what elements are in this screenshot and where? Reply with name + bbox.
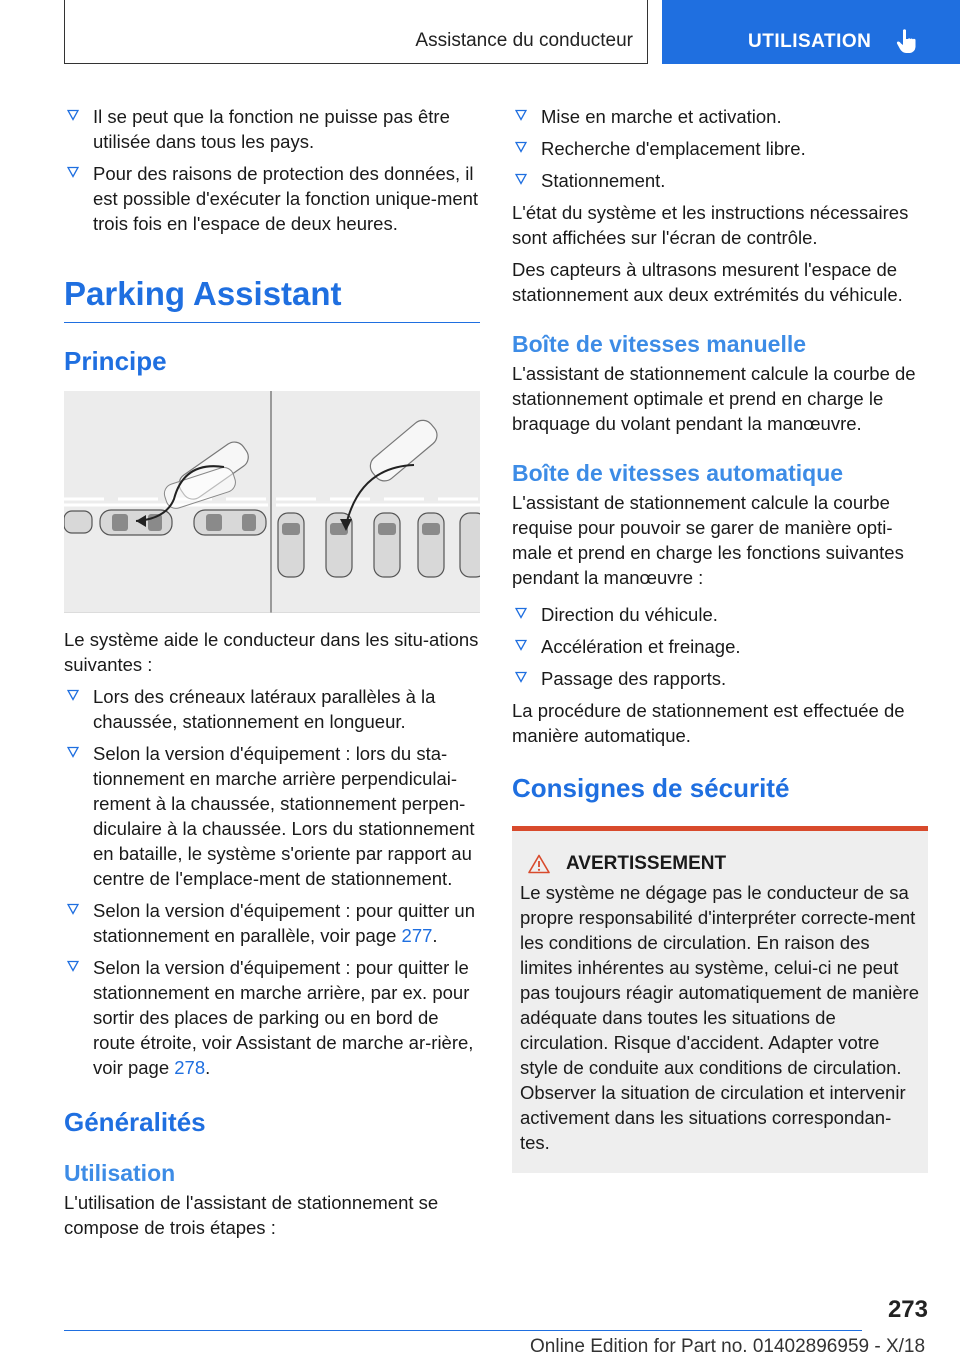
- list-item-text: Mise en marche et activation.: [541, 106, 782, 127]
- page-link-277[interactable]: 277: [401, 925, 433, 946]
- bullet-triangle-icon: [515, 671, 527, 683]
- subheading-auto-gearbox: Boîte de vitesses automatique: [512, 460, 844, 486]
- list-item-text: Recherche d'emplacement libre.: [541, 138, 806, 159]
- bullet-triangle-icon: [67, 166, 79, 178]
- page-link-278[interactable]: 278: [174, 1057, 206, 1078]
- principe-text: Le système aide le conducteur dans les situ-ations suivantes :: [64, 629, 479, 675]
- header-chapter-tab[interactable]: [662, 0, 960, 64]
- warning-header: [520, 851, 920, 876]
- parking-diagram: [64, 391, 480, 613]
- section-heading-principe: Principe: [64, 346, 167, 376]
- subheading-manual-gearbox: Boîte de vitesses manuelle: [512, 331, 807, 357]
- list-item: [512, 104, 928, 129]
- bullet-triangle-icon: [67, 746, 79, 758]
- section-heading-safety: Consignes de sécurité: [512, 773, 790, 803]
- right-column: [512, 104, 928, 1173]
- list-item-text: Selon la version d'équipement : lors du sta-tionnement en marche arrière perpendiculai-rement à la chaussée, stationnement perpen-diculaire à la chaussée. Lors du stationnement en bataille, le système s'oriente par rapport au centre de l'emplace-ment de stationnement.: [93, 743, 475, 889]
- list-item: [64, 898, 480, 948]
- list-item-text: Selon la version d'équipement : pour quitter le stationnement en marche arrière, par ex. pour sortir des places de parking ou en bord de route étroite, voir Assistant de marche ar-rière, voir page: [93, 957, 474, 1078]
- bullet-triangle-icon: [515, 607, 527, 619]
- warning-text: Le système ne dégage pas le conducteur de sa propre responsabilité d'interpréter correcte-ment les conditions de circulation. En raison des limites inhérentes au système, celui-ci ne peut pas toujours réagir automatiquement de manière adéquate dans toutes les situations de circulation. Risque d'accident. Adapter votre style de conduite aux conditions de circulation. Observer la situation de circulation et intervenir activement dans les situations correspondan-tes.: [520, 882, 920, 1153]
- list-item-text: Pour des raisons de protection des données, il est possible d'exécuter la fonction unique-ment trois fois en l'espace de deux heures.: [93, 163, 479, 234]
- bullet-triangle-icon: [515, 141, 527, 153]
- list-item-text: Lors des créneaux latéraux parallèles à la chaussée, stationnement en longueur.: [93, 686, 436, 732]
- bullet-triangle-icon: [67, 960, 79, 972]
- footer-divider: [64, 1330, 862, 1331]
- footer-edition: Online Edition for Part no. 01402896959 - X/18: [530, 1336, 926, 1357]
- list-item: [512, 634, 928, 659]
- list-item: [512, 168, 928, 193]
- subheading-utilisation: Utilisation: [64, 1160, 176, 1186]
- list-item-text: Accélération et freinage.: [541, 636, 741, 657]
- header-section-title: Assistance du conducteur: [415, 30, 633, 51]
- page-title: Parking Assistant: [64, 274, 480, 323]
- list-item: [64, 684, 480, 734]
- warning-box: [512, 826, 928, 1173]
- header-section-box: [64, 0, 648, 64]
- bullet-triangle-icon: [515, 109, 527, 121]
- bullet-triangle-icon: [515, 173, 527, 185]
- warning-triangle-icon: [528, 854, 550, 874]
- list-item: [64, 161, 480, 236]
- bullet-triangle-icon: [67, 903, 79, 915]
- list-item: [64, 104, 480, 154]
- manual-gearbox-text: L'assistant de stationnement calcule la courbe de stationnement optimale et prend en charge le braquage du volant pendant la manœuvre.: [512, 363, 916, 434]
- list-item: [64, 741, 480, 891]
- list-item-text: Il se peut que la fonction ne puisse pas être utilisée dans tous les pays.: [93, 106, 450, 152]
- list-item-text: Passage des rapports.: [541, 668, 727, 689]
- list-item-text: Direction du véhicule.: [541, 604, 718, 625]
- section-heading-generalites: Généralités: [64, 1107, 206, 1137]
- bullet-triangle-icon: [67, 689, 79, 701]
- parking-illustration: [64, 391, 480, 613]
- sensors-paragraph: Des capteurs à ultrasons mesurent l'espace de stationnement aux deux extrémités du véhicule.: [512, 259, 903, 305]
- list-item: [512, 136, 928, 161]
- auto-procedure-text: La procédure de stationnement est effectuée de manière automatique.: [512, 700, 905, 746]
- list-item: [512, 666, 928, 691]
- list-item: [512, 602, 928, 627]
- utilisation-text: L'utilisation de l'assistant de stationnement se compose de trois étapes :: [64, 1192, 439, 1238]
- list-item-text: Selon la version d'équipement : pour quitter un stationnement en parallèle, voir page: [93, 900, 475, 946]
- list-item-punct: .: [432, 925, 438, 946]
- status-paragraph: L'état du système et les instructions nécessaires sont affichées sur l'écran de contrôle.: [512, 202, 909, 248]
- list-item-punct: .: [205, 1057, 211, 1078]
- auto-gearbox-text: L'assistant de stationnement calcule la courbe requise pour pouvoir se garer de manière opti-male et prend en charge les fonctions suivantes pendant la manœuvre :: [512, 492, 904, 588]
- left-column: [64, 104, 480, 1247]
- list-item: [64, 955, 480, 1080]
- header-chapter-label: UTILISATION: [748, 31, 872, 52]
- bullet-triangle-icon: [515, 639, 527, 651]
- pointing-hand-icon: [896, 28, 918, 54]
- warning-title: AVERTISSEMENT: [566, 853, 727, 874]
- list-item-text: Stationnement.: [541, 170, 666, 191]
- bullet-triangle-icon: [67, 109, 79, 121]
- page-number: 273: [887, 1296, 928, 1323]
